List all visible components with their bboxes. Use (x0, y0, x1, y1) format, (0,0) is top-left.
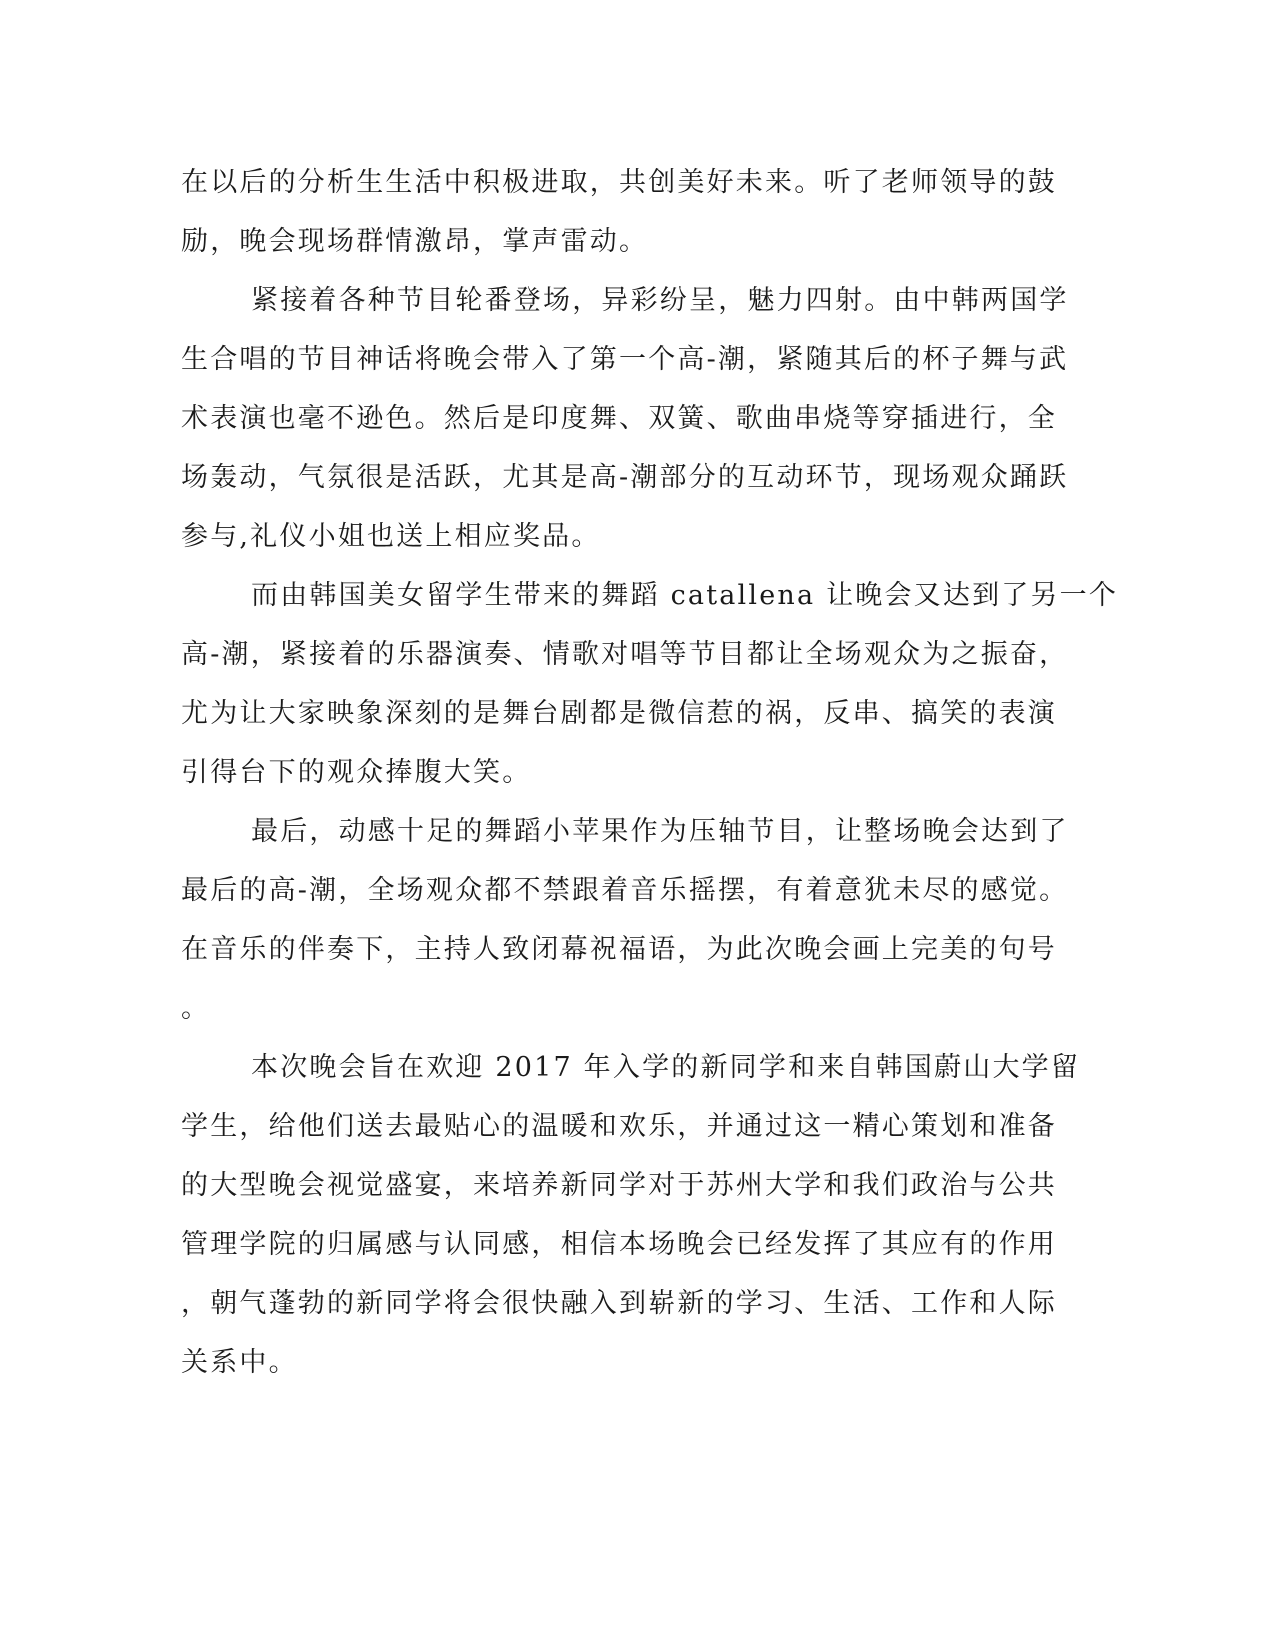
text-line: 在以后的分析生生活中积极进取，共创美好未来。听了老师领导的鼓 (181, 167, 1057, 198)
text-line: 励，晚会现场群情激昂，掌声雷动。 (181, 226, 649, 257)
text-line: 场轰动，气氛很是活跃，尤其是高-潮部分的互动环节，现场观众踊跃 (181, 462, 1069, 493)
text-line: 引得台下的观众捧腹大笑。 (181, 757, 532, 788)
text-line: 参与,礼仪小姐也送上相应奖品。 (181, 521, 601, 552)
paragraph-3 (181, 566, 1119, 802)
paragraph-4 (181, 802, 1069, 1038)
text-line: 关系中。 (181, 1347, 298, 1378)
document-body (181, 153, 1119, 1392)
text-line: 术表演也毫不逊色。然后是印度舞、双簧、歌曲串烧等穿插进行，全 (181, 403, 1057, 434)
text-line: 管理学院的归属感与认同感，相信本场晚会已经发挥了其应有的作用 (181, 1229, 1057, 1260)
text-line: 紧接着各种节目轮番登场，异彩纷呈，魅力四射。由中韩两国学 (251, 285, 1069, 316)
text-line: 而由韩国美女留学生带来的舞蹈 catallena 让晚会又达到了另一个 (251, 580, 1119, 611)
text-line: 高-潮，紧接着的乐器演奏、情歌对唱等节目都让全场观众为之振奋， (181, 639, 1069, 670)
paragraph-1 (181, 153, 1057, 271)
text-line: 最后的高-潮，全场观众都不禁跟着音乐摇摆，有着意犹未尽的感觉。 (181, 875, 1069, 906)
text-line: 。 (181, 993, 211, 1024)
text-line: 最后，动感十足的舞蹈小苹果作为压轴节目，让整场晚会达到了 (251, 816, 1069, 847)
text-line: 生合唱的节目神话将晚会带入了第一个高-潮，紧随其后的杯子舞与武 (181, 344, 1069, 375)
text-line: ，朝气蓬勃的新同学将会很快融入到崭新的学习、生活、工作和人际 (181, 1288, 1057, 1319)
text-line: 尤为让大家映象深刻的是舞台剧都是微信惹的祸，反串、搞笑的表演 (181, 698, 1057, 729)
text-line: 学生，给他们送去最贴心的温暖和欢乐，并通过这一精心策划和准备 (181, 1111, 1057, 1142)
text-line: 在音乐的伴奏下，主持人致闭幕祝福语，为此次晚会画上完美的句号 (181, 934, 1057, 965)
text-line: 的大型晚会视觉盛宴，来培养新同学对于苏州大学和我们政治与公共 (181, 1170, 1057, 1201)
paragraph-5 (181, 1038, 1081, 1392)
paragraph-2 (181, 271, 1069, 566)
text-line: 本次晚会旨在欢迎 2017 年入学的新同学和来自韩国蔚山大学留 (251, 1052, 1081, 1083)
